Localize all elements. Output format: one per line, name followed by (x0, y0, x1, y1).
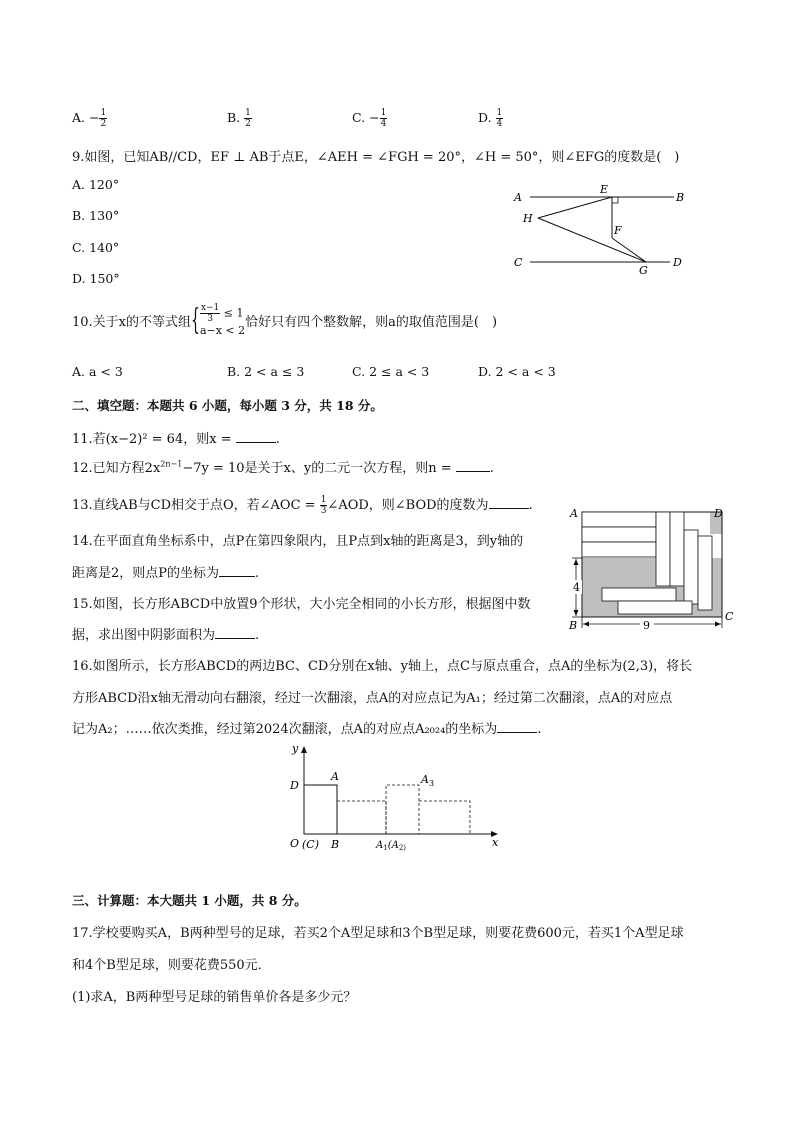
q14-line1: 14.在平面直角坐标系中，点P在第四象限内，且P点到x轴的距离是3，到y轴的 (72, 534, 524, 549)
small-rect-h3 (582, 542, 656, 557)
label-a: A (514, 191, 522, 204)
q9-option-d: D. 150° (72, 271, 120, 286)
section-3-heading: 三、计算题：本大题共 1 小题，共 8 分。 (72, 893, 307, 908)
label-b: B (331, 838, 340, 851)
label-a3: $A_3$ (421, 773, 435, 788)
q8-option-d: D. $\frac{1}{4}$ (478, 108, 503, 129)
q8-option-c: C. − $\frac{1}{4}$ (352, 108, 387, 129)
q11: 11.若(x−2)² = 64，则x = . (72, 432, 280, 447)
small-rect-v3 (684, 530, 698, 604)
label-h: H (523, 212, 533, 225)
q9-stem: 9.如图，已知AB//CD，EF ⊥ AB于点E，∠AEH = ∠FGH = 20°，∠H = 50°，则∠EFG的度数是( ) (72, 150, 680, 165)
q16-line2: 方形ABCD沿x轴无滑动向右翻滚，经过一次翻滚，点A的对应点记为A₁；经过第二次翻滚，点A的对应点 (72, 691, 673, 706)
label-g: G (639, 264, 648, 277)
q9-option-b: B. 130° (72, 208, 120, 223)
q10-option-c: C. 2 ≤ a < 3 (352, 364, 430, 379)
label-d: D (290, 779, 299, 792)
q9-option-c: C. 140° (72, 240, 120, 255)
q17-line2: 和4个B型足球，则要花费550元． (72, 958, 271, 973)
roll-3 (419, 801, 470, 834)
small-rect-v4 (698, 536, 712, 610)
label-f: F (614, 224, 622, 237)
right-angle-mark (612, 197, 618, 203)
q12: 12.已知方程$2x^{2n-1}-7y = 10$是关于x、y的二元一次方程，则n = . (72, 459, 494, 476)
q17-line1: 17.学校要购买A，B两种型号的足球，若买2个A型足球和3个B型足球，则要花费600元，若买1个A型足球 (72, 926, 684, 941)
width-label: 9 (643, 619, 650, 632)
q9-figure (508, 180, 692, 280)
label-b: B (569, 619, 578, 632)
q9-option-a: A. 120° (72, 177, 120, 192)
small-rect-v2 (670, 512, 684, 586)
label-o: O (290, 837, 300, 850)
label-c: C (514, 256, 523, 269)
q10-stem: 10.关于x的不等式组{ $\frac{x-1}{3}$ ≤ 1 a−x < 2 恰好只有四个整数解，则a的取值范围是( ) (72, 303, 498, 338)
height-label: 4 (573, 581, 580, 594)
small-rect-h2 (582, 527, 656, 542)
label-d: D (673, 256, 682, 269)
q13: 13.直线AB与CD相交于点O，若∠AOC = $\frac{1}{3}$ ∠AOD，则∠BOD的度数为 . (72, 495, 533, 516)
q17-sub1: (1)求A，B两种型号足球的销售单价各是多少元？ (72, 990, 357, 1005)
section-2-heading: 二、填空题：本题共 6 小题，每小题 3 分，共 18 分。 (72, 398, 383, 413)
q15-figure (562, 502, 732, 636)
label-c: (C) (302, 838, 319, 851)
label-c: C (725, 610, 734, 623)
segment-he (538, 197, 612, 218)
label-a: A (570, 507, 578, 520)
label-x: x (492, 836, 499, 849)
q14-line2: 距离是2，则点P的坐标为 . (72, 566, 260, 581)
label-e: E (600, 183, 609, 196)
small-rect-h1 (582, 512, 656, 527)
q16-line1: 16.如图所示，长方形ABCD的两边BC、CD分别在x轴、y轴上，点C与原点重合，点A的坐标为(2,3)，将长 (72, 659, 693, 674)
q15-line1: 15.如图，长方形ABCD中放置9个形状，大小完全相同的小长方形，根据图中数 (72, 597, 531, 612)
label-a: A (331, 770, 339, 783)
roll-1 (337, 801, 386, 834)
q16-figure (284, 740, 506, 852)
label-y: y (292, 742, 299, 755)
q8-option-b: B. $\frac{1}{2}$ (227, 108, 251, 129)
q16-line3: 记为A₂；……依次类推，经过第2024次翻滚，点A的对应点A₂₀₂₄的坐标为 . (72, 722, 542, 737)
segment-hg (538, 218, 646, 262)
small-rect-v1 (656, 512, 670, 586)
small-rect-h4 (602, 588, 676, 601)
q10-option-a: A. a < 3 (72, 364, 123, 379)
label-a1-a2: $A_1(A_{2)}$ (376, 840, 407, 852)
label-d: D (714, 507, 723, 520)
q8-option-a: A. − $\frac{1}{2}$ (72, 108, 107, 129)
rectangle-abcd (304, 785, 337, 834)
label-b: B (676, 191, 685, 204)
q10-option-b: B. 2 < a ≤ 3 (227, 364, 305, 379)
roll-2 (386, 785, 419, 834)
q15-line2: 据，求出图中阴影面积为 . (72, 628, 260, 643)
small-rect-h5 (618, 601, 692, 614)
q10-option-d: D. 2 < a < 3 (478, 364, 556, 379)
